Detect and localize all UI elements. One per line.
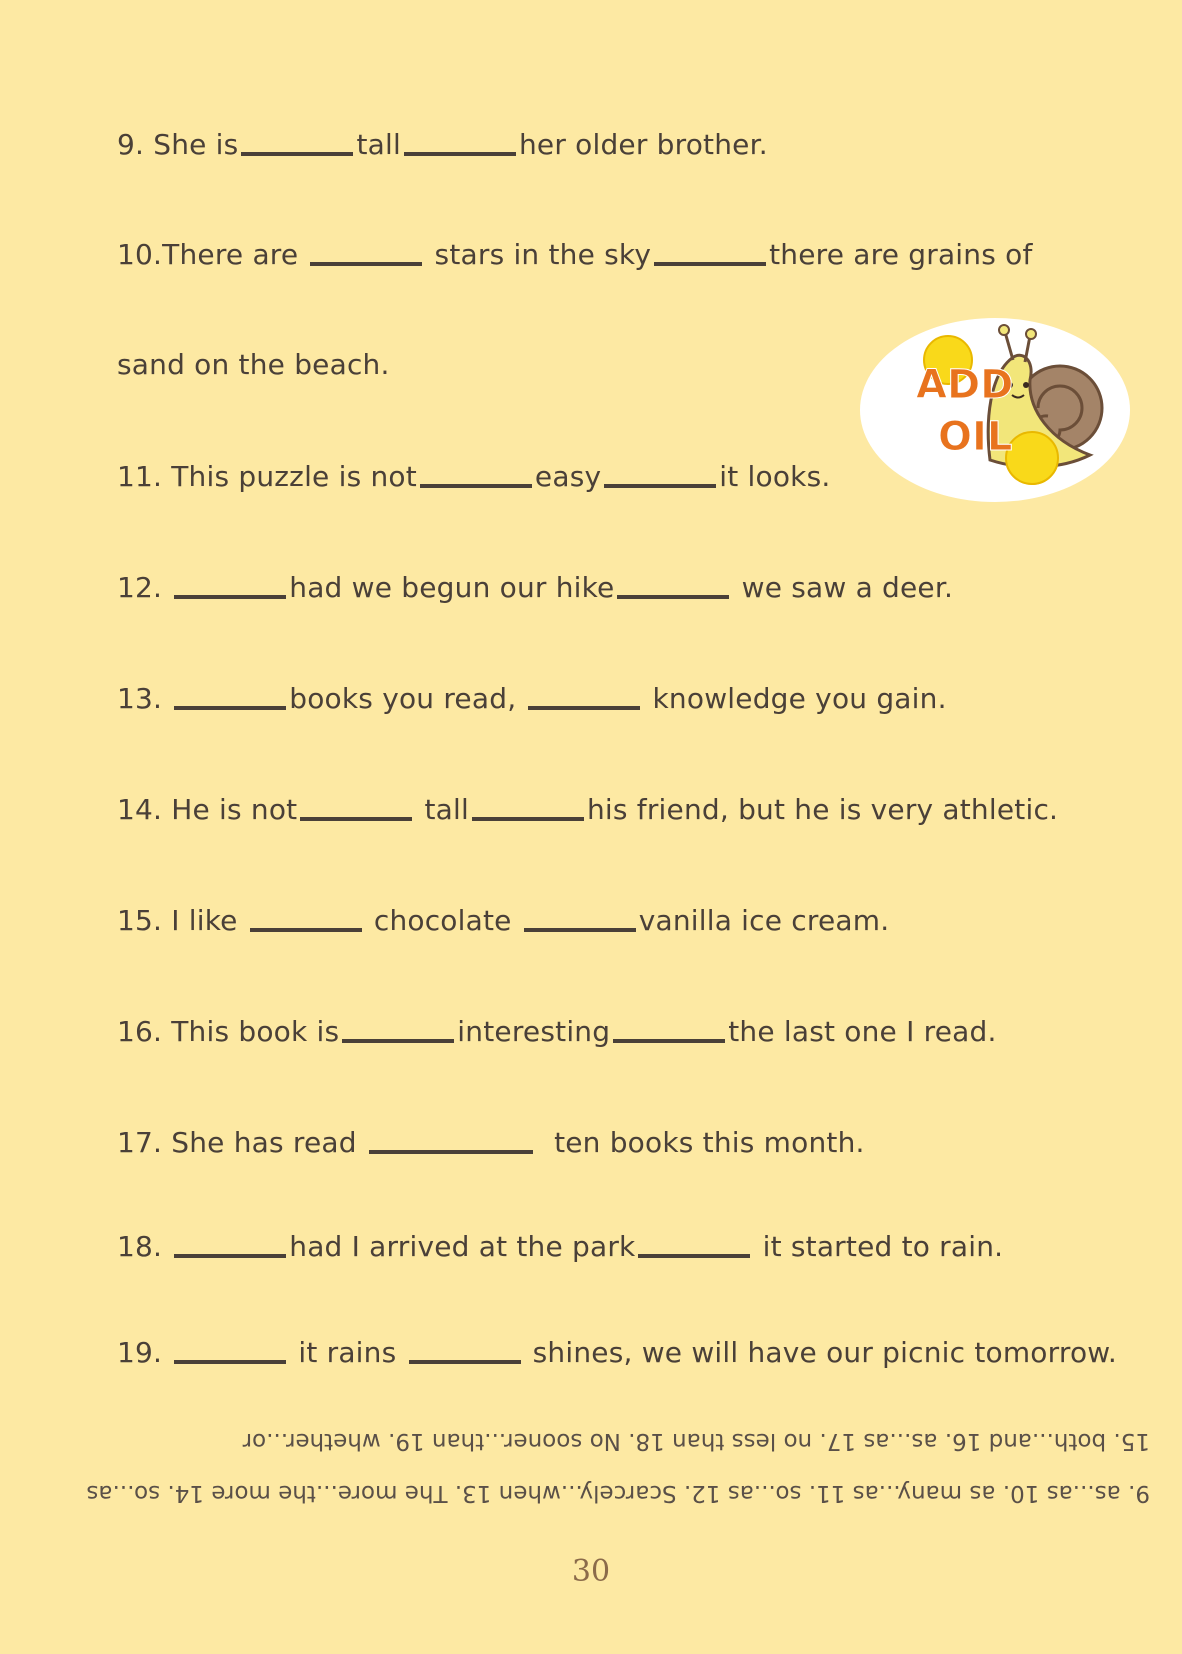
answer-blank[interactable] — [174, 595, 286, 599]
question-14: 14. He is not tall his friend, but he is very athletic. — [117, 793, 1059, 826]
answer-key-line-1: 9. as...as 10. as many...as 11. so...as 12. Scarcely...when 13. The more...the more 14. so...as — [86, 1480, 1150, 1506]
answer-blank[interactable] — [174, 1360, 286, 1364]
answer-blank[interactable] — [250, 928, 362, 932]
answer-blank[interactable] — [409, 1360, 521, 1364]
answer-blank[interactable] — [613, 1039, 725, 1043]
answer-blank[interactable] — [404, 152, 516, 156]
answer-key-line-2: 15. both...and 16. as...as 17. no less than 18. No sooner...than 19. whether...or — [242, 1428, 1150, 1454]
answer-blank[interactable] — [472, 817, 584, 821]
sticker-text-oil: OIL — [938, 414, 1013, 460]
question-19: 19. it rains shines, we will have our picnic tomorrow. — [117, 1336, 1117, 1369]
answer-blank[interactable] — [342, 1039, 454, 1043]
answer-blank[interactable] — [528, 706, 640, 710]
answer-blank[interactable] — [310, 262, 422, 266]
question-17: 17. She has read ten books this month. — [117, 1126, 865, 1159]
answer-blank[interactable] — [638, 1254, 750, 1258]
sticker-text-add: ADD — [916, 362, 1014, 408]
question-9: 9. She is tall her older brother. — [117, 128, 768, 161]
answer-blank[interactable] — [174, 706, 286, 710]
question-16: 16. This book is interesting the last one I read. — [117, 1015, 997, 1048]
answer-blank[interactable] — [241, 152, 353, 156]
question-13: 13. books you read, knowledge you gain. — [117, 682, 947, 715]
question-10-continued: sand on the beach. — [117, 348, 390, 381]
add-oil-sticker — [850, 310, 1140, 510]
question-12: 12. had we begun our hike we saw a deer. — [117, 571, 954, 604]
answer-blank[interactable] — [524, 928, 636, 932]
question-15: 15. I like chocolate vanilla ice cream. — [117, 904, 890, 937]
snail-icon — [850, 310, 1140, 510]
answer-blank[interactable] — [604, 484, 716, 488]
page-number: 30 — [571, 1554, 611, 1589]
answer-blank[interactable] — [300, 817, 412, 821]
question-11: 11. This puzzle is not easy it looks. — [117, 460, 831, 493]
answer-blank[interactable] — [617, 595, 729, 599]
question-18: 18. had I arrived at the park it started to rain. — [117, 1230, 1004, 1263]
answer-blank[interactable] — [369, 1150, 533, 1154]
answer-blank[interactable] — [174, 1254, 286, 1258]
answer-blank[interactable] — [420, 484, 532, 488]
question-10: 10.There are stars in the sky there are grains of — [117, 238, 1033, 271]
answer-blank[interactable] — [654, 262, 766, 266]
